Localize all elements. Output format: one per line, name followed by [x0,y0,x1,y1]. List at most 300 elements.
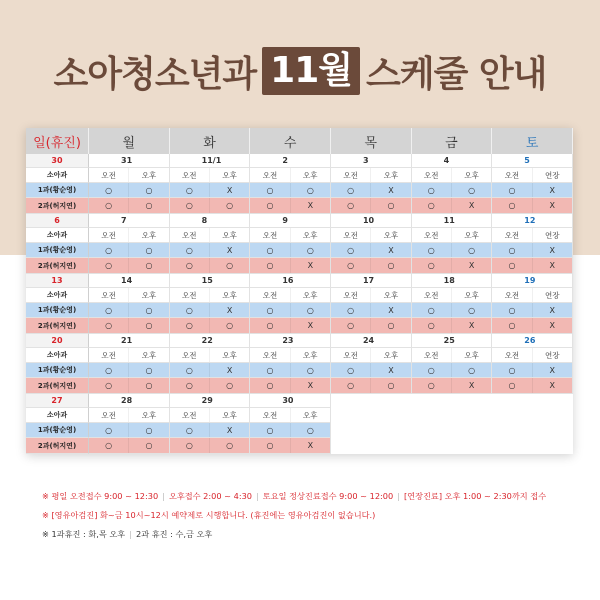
header-friday: 금 [412,128,493,154]
dept2-slot-am: ○ [89,438,129,453]
dept1-slot [170,183,251,198]
ampm-header-pm: 오후 [222,170,237,180]
ampm-header-pm: 오후 [222,410,237,420]
ampm-header-pm: 오후 [141,350,157,360]
empty-cell [412,423,493,438]
row-label-dept1: 1과(황순영) [26,303,89,318]
row-label-dept2: 2과(허지연) [26,378,89,394]
date-cell: 8 [170,214,251,228]
note-closures [42,525,582,544]
dept2-slot [89,258,170,274]
dept2-slot [492,378,573,394]
dept1-slot [331,183,412,198]
date-cell: 21 [89,334,170,348]
ampm-header [170,348,251,363]
ampm-header [170,228,251,243]
dept2-slot-am: ○ [492,198,532,213]
dept1-slot [250,303,331,318]
ampm-header-am: 오전 [331,168,371,182]
row-label-pediatrics: 소아과 [26,408,89,423]
header-sunday: 일(휴진) [26,128,89,154]
page-title [0,40,600,102]
ampm-header-am: 오전 [492,288,532,302]
dept1-slot [412,363,493,378]
dept2-slot [492,258,573,274]
dept2-slot-am: ○ [89,318,129,333]
empty-cell [492,394,573,408]
row-label-pediatrics: 소아과 [26,168,89,183]
dept2-slot [412,258,493,274]
note-dept2-closure: 2과 휴진 : 수,금 오후 [135,529,213,539]
date-cell: 11 [412,214,493,228]
note-hours [42,487,582,506]
dept2-slot-am: ○ [250,258,290,273]
ampm-header-pm: 오후 [222,290,237,300]
dept1-slot [412,303,493,318]
date-cell: 16 [250,274,331,288]
row-label-dept2: 2과(허지연) [26,258,89,274]
dept1-slot-pm: ○ [306,365,314,375]
date-cell: 18 [412,274,493,288]
dept1-slot-am: ○ [331,363,371,377]
dept1-slot-am: ○ [412,243,452,257]
dept1-slot [89,303,170,318]
row-label-dept2: 2과(허지연) [26,318,89,334]
empty-cell [412,394,493,408]
ampm-header [89,348,170,363]
title-month-highlight: 11월 [262,47,360,95]
ampm-header-pm: 연장 [545,350,560,360]
dept2-slot [170,438,251,454]
ampm-header [331,288,412,303]
date-cell: 4 [412,154,493,168]
ampm-header-pm: 오후 [383,290,399,300]
dept2-slot [170,378,251,394]
ampm-header-am: 오전 [492,348,532,362]
ampm-header-am: 오전 [412,228,452,242]
dept2-slot-am: ○ [250,198,290,213]
date-cell: 7 [89,214,170,228]
dept2-slot-pm: ○ [145,201,153,210]
ampm-header-pm: 오후 [383,230,399,240]
header-saturday: 토 [492,128,573,154]
dept2-slot [331,258,412,274]
dept2-slot [250,438,331,454]
ampm-header-pm: 오후 [303,230,318,240]
dept2-slot-am: ○ [250,438,290,453]
dept2-slot [250,318,331,334]
dept2-slot-am: ○ [89,198,129,213]
dept1-slot [331,363,412,378]
dept1-slot-am: ○ [492,363,532,377]
ampm-header [331,348,412,363]
dept2-slot-am: ○ [250,378,290,393]
dept2-slot-pm: X [307,321,314,330]
sunday-date: 6 [26,214,89,228]
date-cell: 3 [331,154,412,168]
date-cell: 31 [89,154,170,168]
dept1-slot [331,243,412,258]
ampm-header-pm: 오후 [141,170,157,180]
row-label-dept1: 1과(황순영) [26,423,89,438]
dept1-slot [331,303,412,318]
ampm-header-am: 오전 [412,288,452,302]
dept1-slot-am: ○ [170,423,210,437]
dept1-slot [492,303,573,318]
dept2-slot [170,198,251,214]
dept1-slot-pm: X [226,245,233,255]
ampm-header-pm: 오후 [303,350,318,360]
dept2-slot-am: ○ [331,258,371,273]
dept1-slot-am: ○ [250,303,290,317]
dept1-slot-pm: X [549,305,556,315]
date-cell: 28 [89,394,170,408]
note-extended-reception: [연장진료] 오후 1:00 ~ 2:30까지 접수 [403,491,547,501]
sunday-date: 30 [26,154,89,168]
dept1-slot-pm: X [226,365,233,375]
ampm-header-am: 오전 [89,168,129,182]
dept1-slot-pm: ○ [145,425,153,435]
title-prefix: 소아청소년과 [53,53,257,95]
ampm-header-pm: 오후 [303,410,318,420]
dept1-slot-am: ○ [331,183,371,197]
row-label-dept1: 1과(황순영) [26,183,89,198]
header-tuesday: 화 [170,128,251,154]
dept1-slot-am: ○ [170,243,210,257]
dept1-slot-pm: ○ [306,245,314,255]
date-cell: 17 [331,274,412,288]
dept2-slot-am: ○ [331,318,371,333]
ampm-header-pm: 오후 [303,290,318,300]
dept1-slot-pm: ○ [145,305,153,315]
date-cell: 25 [412,334,493,348]
empty-cell [492,408,573,423]
dept2-slot-pm: ○ [226,201,234,210]
note-infant-checkup: ※ [영유아검진] 화~금 10시~12시 예약제로 시행합니다. (휴진에는 영유아검진이 없습니다.) [42,510,376,520]
date-cell: 5 [492,154,573,168]
date-cell: 2 [250,154,331,168]
dept1-slot-am: ○ [89,363,129,377]
dept2-slot-pm: ○ [387,261,395,270]
date-cell: 12 [492,214,573,228]
dept1-slot-pm: X [549,365,556,375]
ampm-header-am: 오전 [331,348,371,362]
dept1-slot-am: ○ [250,423,290,437]
note-separator: | [397,491,400,501]
sunday-date: 20 [26,334,89,348]
date-cell: 29 [170,394,251,408]
dept1-slot-am: ○ [492,243,532,257]
dept1-slot [89,183,170,198]
header-wednesday: 수 [250,128,331,154]
dept2-slot-pm: X [307,201,314,210]
ampm-header [412,168,493,183]
dept2-slot [412,318,493,334]
dept1-slot-am: ○ [331,303,371,317]
dept2-slot-am: ○ [331,198,371,213]
dept1-slot [412,243,493,258]
dept1-slot-pm: X [388,305,394,315]
ampm-header [331,228,412,243]
ampm-header [412,228,493,243]
dept2-slot-am: ○ [89,378,129,393]
dept2-slot [492,198,573,214]
note-dept1-closure: ※ 1과휴진 : 화,목 오후 [42,529,126,539]
dept2-slot-am: ○ [412,198,452,213]
ampm-header [250,288,331,303]
dept2-slot [89,318,170,334]
dept1-slot-pm: ○ [468,185,476,195]
ampm-header-am: 오전 [412,348,452,362]
dept1-slot-am: ○ [412,303,452,317]
ampm-header-pm: 오후 [222,230,237,240]
dept2-slot-pm: X [549,261,556,270]
dept1-slot-pm: X [388,245,394,255]
ampm-header-am: 오전 [89,348,129,362]
dept2-slot-pm: ○ [145,261,153,270]
ampm-header-pm: 오후 [383,170,399,180]
dept2-slot [250,198,331,214]
dept1-slot [250,243,331,258]
dept2-slot [331,198,412,214]
ampm-header [170,408,251,423]
dept1-slot-pm: ○ [145,185,153,195]
dept2-slot-pm: ○ [387,201,395,210]
date-cell: 10 [331,214,412,228]
dept1-slot-pm: X [226,185,233,195]
dept1-slot-am: ○ [89,243,129,257]
dept2-slot [89,198,170,214]
ampm-header-am: 오전 [89,408,129,422]
dept2-slot [170,318,251,334]
date-cell: 22 [170,334,251,348]
dept1-slot-am: ○ [89,303,129,317]
ampm-header [170,288,251,303]
dept2-slot [492,318,573,334]
ampm-header [89,408,170,423]
ampm-header-am: 오전 [250,168,290,182]
ampm-header-pm: 연장 [545,230,560,240]
ampm-header [331,168,412,183]
ampm-header-pm: 연장 [545,170,560,180]
empty-cell [331,438,412,454]
dept1-slot-am: ○ [492,303,532,317]
dept1-slot [250,363,331,378]
date-cell: 26 [492,334,573,348]
dept2-slot-am: ○ [170,438,210,453]
dept2-slot-am: ○ [250,318,290,333]
dept1-slot-am: ○ [250,243,290,257]
ampm-header-pm: 오후 [303,170,318,180]
ampm-header-am: 오전 [170,348,210,362]
row-label-dept2: 2과(허지연) [26,198,89,214]
ampm-header-am: 오전 [250,288,290,302]
dept1-slot-pm: ○ [306,425,314,435]
empty-cell [331,423,412,438]
dept2-slot [412,198,493,214]
dept1-slot [89,243,170,258]
dept2-slot-pm: ○ [145,321,153,330]
ampm-header-am: 오전 [89,228,129,242]
dept1-slot-am: ○ [250,363,290,377]
dept1-slot-am: ○ [331,243,371,257]
ampm-header-am: 오전 [170,228,210,242]
dept2-slot-pm: X [468,201,475,210]
ampm-header-pm: 오후 [222,350,237,360]
note-separator: | [129,529,132,539]
ampm-header [412,288,493,303]
dept1-slot-am: ○ [170,303,210,317]
dept1-slot-am: ○ [170,183,210,197]
title-suffix: 스케줄 안내 [366,53,547,95]
dept1-slot [250,423,331,438]
schedule-card [26,128,573,454]
dept2-slot-pm: X [549,321,556,330]
ampm-header [250,348,331,363]
dept2-slot-pm: ○ [145,381,153,390]
dept1-slot-am: ○ [412,363,452,377]
dept2-slot-pm: X [307,381,314,390]
ampm-header [89,228,170,243]
ampm-header-am: 오전 [331,288,371,302]
ampm-header-pm: 오후 [464,290,479,300]
dept2-slot-pm: X [307,261,314,270]
dept2-slot [89,438,170,454]
row-label-dept1: 1과(황순영) [26,243,89,258]
dept2-slot [89,378,170,394]
ampm-header-am: 오전 [492,228,532,242]
ampm-header [492,228,573,243]
dept1-slot-am: ○ [492,183,532,197]
dept1-slot-pm: ○ [468,245,476,255]
empty-cell [492,423,573,438]
dept2-slot-am: ○ [492,318,532,333]
ampm-header-am: 오전 [170,168,210,182]
dept1-slot [170,423,251,438]
ampm-header-pm: 오후 [383,350,399,360]
ampm-header-am: 오전 [331,228,371,242]
dept2-slot-am: ○ [412,318,452,333]
dept2-slot [412,378,493,394]
date-cell: 24 [331,334,412,348]
sunday-date: 13 [26,274,89,288]
dept1-slot-am: ○ [412,183,452,197]
row-label-dept1: 1과(황순영) [26,363,89,378]
row-label-pediatrics: 소아과 [26,228,89,243]
dept1-slot [412,183,493,198]
ampm-header [250,168,331,183]
row-label-pediatrics: 소아과 [26,288,89,303]
ampm-header-pm: 연장 [545,290,560,300]
note-am-reception: ※ 평일 오전접수 9:00 ~ 12:30 [42,491,159,501]
dept2-slot-pm: X [468,381,475,390]
empty-cell [412,408,493,423]
note-separator: | [162,491,165,501]
ampm-header [89,288,170,303]
dept1-slot-pm: ○ [468,305,476,315]
ampm-header-am: 오전 [89,288,129,302]
date-cell: 11/1 [170,154,251,168]
dept1-slot-pm: ○ [468,365,476,375]
ampm-header-am: 오전 [170,408,210,422]
ampm-header-am: 오전 [412,168,452,182]
ampm-header-pm: 오후 [141,290,157,300]
dept2-slot-pm: ○ [226,381,234,390]
dept2-slot-am: ○ [170,198,210,213]
date-cell: 23 [250,334,331,348]
dept1-slot-pm: ○ [145,365,153,375]
dept2-slot-pm: ○ [226,261,234,270]
dept1-slot-pm: X [388,185,394,195]
dept2-slot-pm: ○ [226,321,234,330]
dept2-slot-pm: X [468,261,475,270]
dept1-slot-pm: X [226,425,233,435]
notes-section [42,487,582,544]
dept2-slot-pm: ○ [387,381,395,390]
date-cell: 9 [250,214,331,228]
dept2-slot-am: ○ [170,378,210,393]
note-saturday-reception: 토요일 정상진료접수 9:00 ~ 12:00 [262,491,394,501]
dept1-slot [492,183,573,198]
dept1-slot-pm: ○ [306,305,314,315]
ampm-header-pm: 오후 [464,350,479,360]
dept2-slot-pm: X [549,381,556,390]
row-label-pediatrics: 소아과 [26,348,89,363]
dept1-slot-pm: ○ [145,245,153,255]
note-separator: | [256,491,259,501]
dept2-slot [331,318,412,334]
row-label-dept2: 2과(허지연) [26,438,89,454]
ampm-header [492,168,573,183]
date-cell: 15 [170,274,251,288]
ampm-header-am: 오전 [492,168,532,182]
dept2-slot [250,258,331,274]
dept2-slot-am: ○ [331,378,371,393]
ampm-header [170,168,251,183]
ampm-header [492,348,573,363]
ampm-header-am: 오전 [250,348,290,362]
date-cell: 30 [250,394,331,408]
dept2-slot [250,378,331,394]
dept2-slot-pm: ○ [387,321,395,330]
dept2-slot-pm: ○ [145,441,153,450]
ampm-header [492,288,573,303]
dept1-slot [170,303,251,318]
schedule-grid [26,128,573,454]
dept1-slot-am: ○ [89,183,129,197]
ampm-header [412,348,493,363]
ampm-header-pm: 오후 [141,230,157,240]
dept2-slot-pm: X [549,201,556,210]
dept2-slot [331,378,412,394]
dept2-slot-am: ○ [412,378,452,393]
date-cell: 14 [89,274,170,288]
dept1-slot-pm: X [549,185,556,195]
note-pm-reception: 오후접수 2:00 ~ 4:30 [168,491,253,501]
dept1-slot [170,243,251,258]
dept1-slot-pm: X [388,365,394,375]
ampm-header-am: 오전 [250,228,290,242]
empty-cell [412,438,493,454]
dept2-slot-pm: ○ [226,441,234,450]
dept2-slot-pm: X [307,441,314,450]
dept1-slot-pm: ○ [306,185,314,195]
ampm-header [89,168,170,183]
dept1-slot [89,423,170,438]
dept1-slot [492,363,573,378]
dept1-slot-am: ○ [170,363,210,377]
dept2-slot-am: ○ [170,258,210,273]
